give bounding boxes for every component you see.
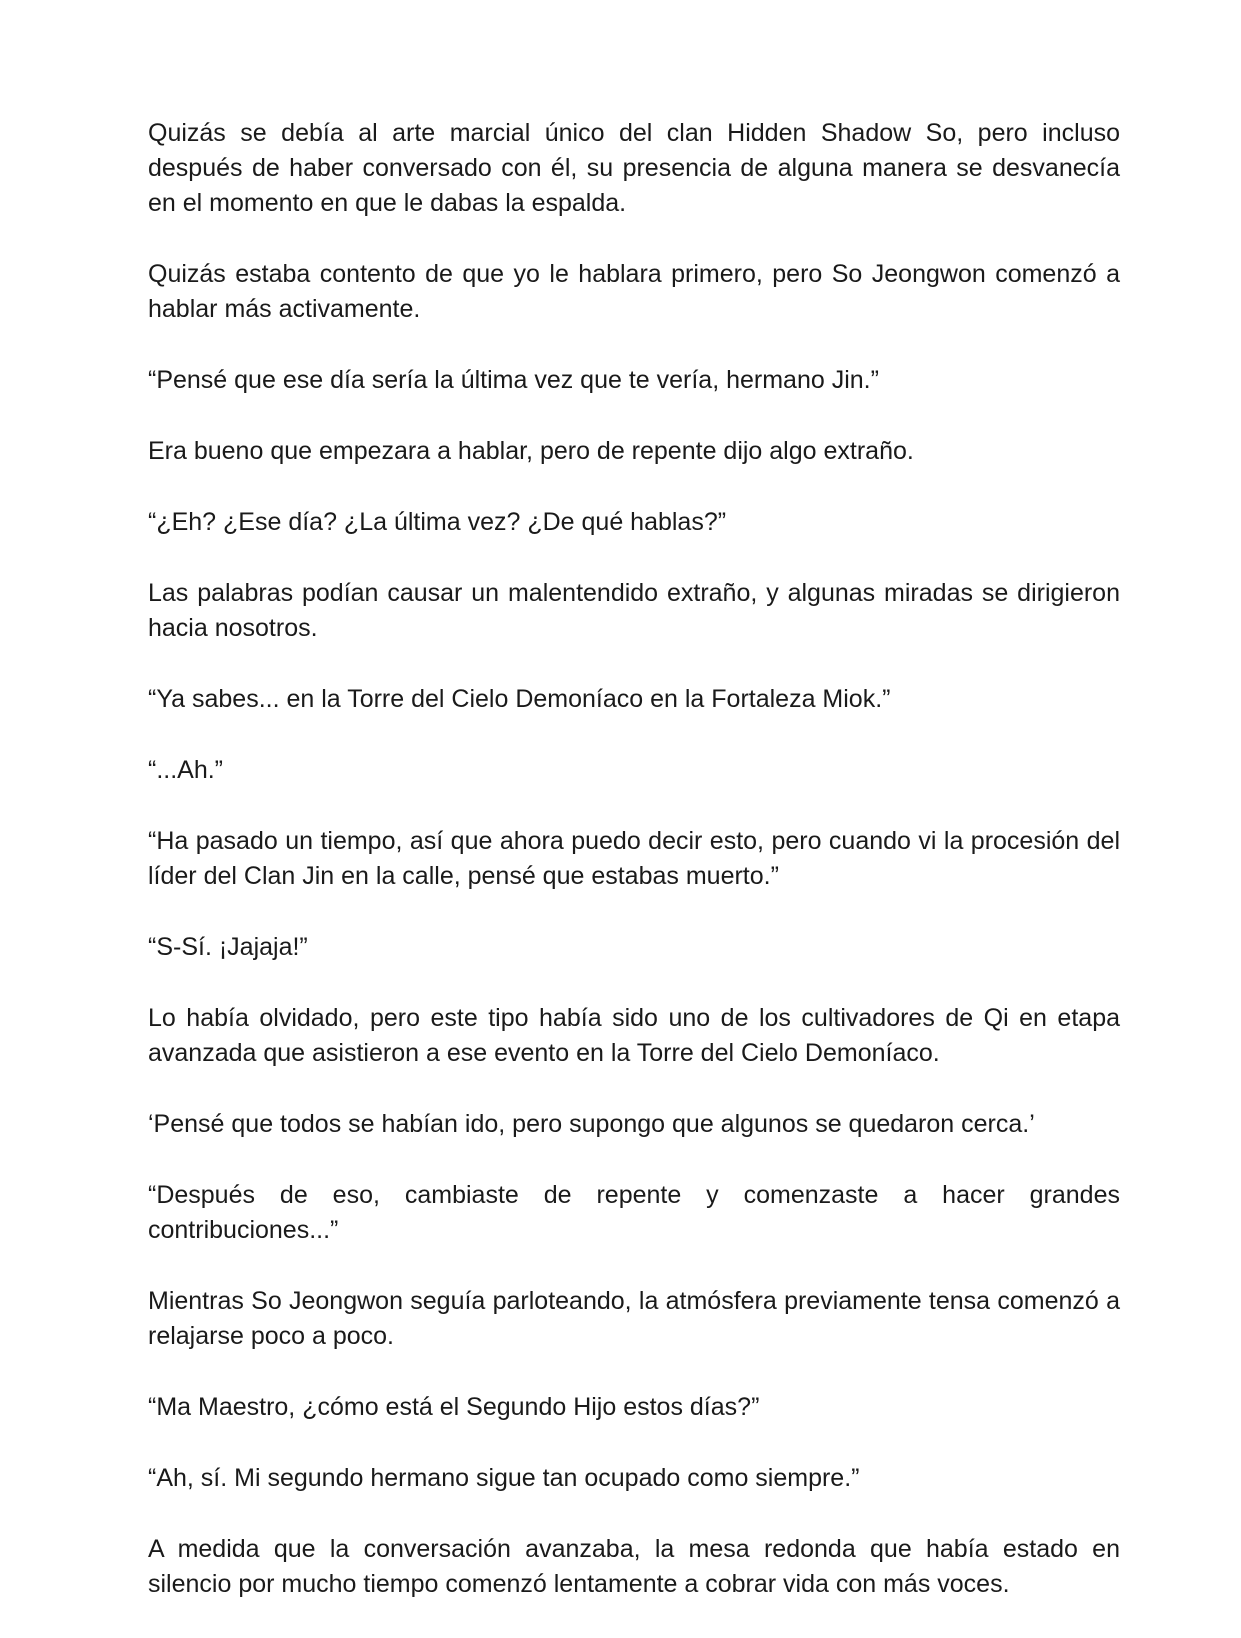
paragraph: “Ha pasado un tiempo, así que ahora puedo decir esto, pero cuando vi la procesión del líder del Clan Jin en la calle, pensé que estabas muerto.” xyxy=(148,827,1120,890)
paragraph: ‘Pensé que todos se habían ido, pero supongo que algunos se quedaron cerca.’ xyxy=(148,1110,1035,1138)
paragraph: Mientras So Jeongwon seguía parloteando, la atmósfera previamente tensa comenzó a relajarse poco a poco. xyxy=(148,1287,1120,1350)
paragraph: “Pensé que ese día sería la última vez que te vería, hermano Jin.” xyxy=(148,366,879,394)
paragraph: A medida que la conversación avanzaba, la mesa redonda que había estado en silencio por mucho tiempo comenzó lentamente a cobrar vida con más voces. xyxy=(148,1535,1120,1598)
paragraph: “Ya sabes... en la Torre del Cielo Demoníaco en la Fortaleza Miok.” xyxy=(148,685,891,713)
paragraph: Era bueno que empezara a hablar, pero de repente dijo algo extraño. xyxy=(148,437,914,465)
paragraph: “¿Eh? ¿Ese día? ¿La última vez? ¿De qué hablas?” xyxy=(148,508,727,536)
paragraph: Lo había olvidado, pero este tipo había sido uno de los cultivadores de Qi en etapa avanzada que asistieron a ese evento en la Torre del Cielo Demoníaco. xyxy=(148,1004,1120,1067)
paragraph: Quizás se debía al arte marcial único del clan Hidden Shadow So, pero incluso después de haber conversado con él, su presencia de alguna manera se desvanecía en el momento en que le dabas la espalda. xyxy=(148,119,1120,217)
paragraph: Las palabras podían causar un malentendido extraño, y algunas miradas se dirigieron hacia nosotros. xyxy=(148,579,1120,642)
document-page xyxy=(148,116,1120,1638)
paragraph: “...Ah.” xyxy=(148,756,224,784)
paragraph: “Después de eso, cambiaste de repente y comenzaste a hacer grandes contribuciones...” xyxy=(148,1181,1120,1244)
paragraph: “Ma Maestro, ¿cómo está el Segundo Hijo estos días?” xyxy=(148,1393,760,1421)
paragraph: “Ah, sí. Mi segundo hermano sigue tan ocupado como siempre.” xyxy=(148,1464,860,1492)
paragraph: “S-Sí. ¡Jajaja!” xyxy=(148,933,308,961)
paragraph: Quizás estaba contento de que yo le hablara primero, pero So Jeongwon comenzó a hablar más activamente. xyxy=(148,260,1120,323)
